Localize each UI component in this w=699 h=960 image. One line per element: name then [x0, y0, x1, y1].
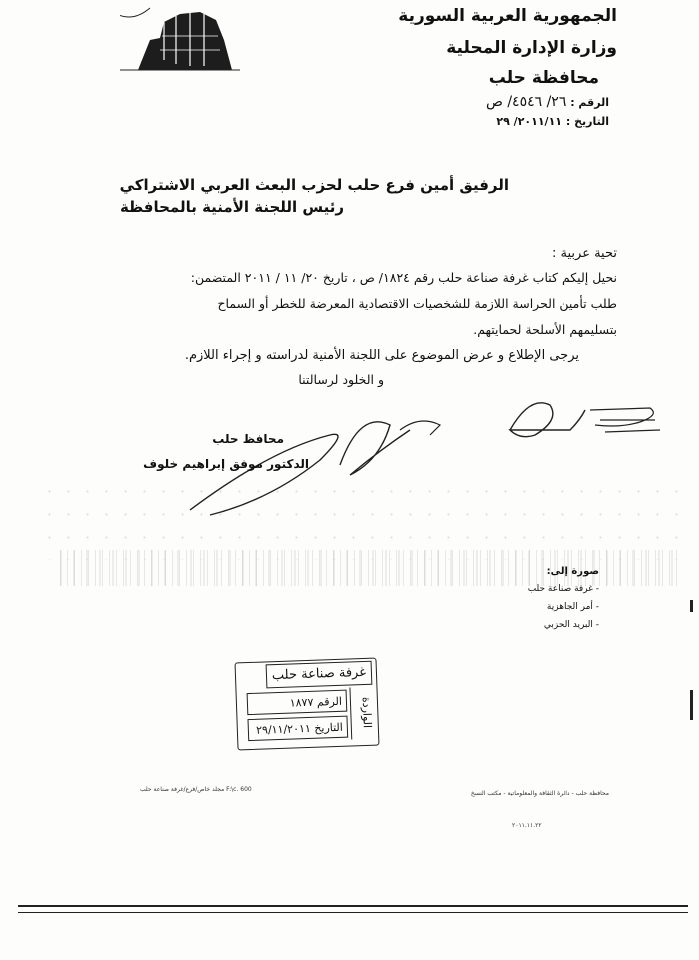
cc-heading: صورة إلى: — [546, 566, 599, 577]
signature-title: محافظ حلب — [212, 432, 284, 446]
body-line-2: طلب تأمين الحراسة اللازمة للشخصيات الاقتصادية المعرضة للخطر أو السماح — [217, 296, 617, 311]
cc-item: - البريد الحزبي — [543, 620, 599, 630]
incoming-stamp — [235, 658, 380, 751]
header-country: الجمهورية العربية السورية — [398, 6, 617, 26]
stamp-number: الرقم ١٨٧٧ — [247, 690, 348, 715]
footer-file-path: F:\c. 600 مجلد خاص/فرع/غرفة صناعة حلب — [140, 786, 252, 793]
stamp-date: التاريخ ٢٩/١١/٢٠١١ — [247, 716, 348, 741]
scan-edge-mark — [690, 690, 693, 720]
scan-noise-dots — [40, 480, 680, 560]
body-line-4: يرجى الإطلاع و عرض الموضوع على اللجنة الأمنية لدراسته و إجراء اللازم. — [184, 348, 579, 363]
number-value: ٢٦/ ٤٥٤٦/ ص — [485, 94, 567, 110]
body-line-1: نحيل إليكم كتاب غرفة صناعة حلب رقم ١٨٢٤/ ص ، تاريخ ٢٠/ ١١ / ٢٠١١ المتضمن: — [190, 270, 617, 285]
footer-code: ٢٠١١.١١.٢٢ — [512, 822, 542, 829]
cc-item: - أمر الجاهزية — [546, 602, 599, 612]
greeting: تحية عربية : — [552, 246, 617, 261]
header-date — [496, 115, 609, 128]
closing: و الخلود لرسالتنا — [298, 372, 384, 387]
citadel-logo — [120, 0, 240, 72]
number-label: الرقم : — [570, 96, 609, 109]
header-ministry: وزارة الإدارة المحلية — [446, 38, 617, 58]
header-governorate: محافظة حلب — [488, 68, 599, 88]
footer-office: محافظة حلب - دائرة الثقافة والمعلوماتية - مكتب النسخ — [470, 790, 609, 797]
scan-edge-line — [18, 905, 688, 907]
stamp-side-label: الواردة — [349, 687, 374, 740]
scan-edge-mark — [690, 600, 693, 612]
date-value: ٢٠١١/١١/ ٢٩ — [496, 115, 563, 128]
body-line-3: بتسليمهم الأسلحة لحمايتهم. — [473, 322, 617, 337]
header-number — [486, 94, 609, 110]
signature-name: الدكتور موفق إبراهيم خلوف — [143, 457, 309, 471]
stamp-title: غرفة صناعة حلب — [266, 661, 373, 689]
addressee-line1: الرفيق أمين فرع حلب لحزب البعث العربي الاشتراكي — [119, 176, 509, 194]
scan-edge-line — [18, 912, 688, 913]
addressee-line2: رئيس اللجنة الأمنية بالمحافظة — [119, 198, 344, 216]
cc-item: - غرفة صناعة حلب — [527, 584, 599, 594]
date-label: التاريخ : — [565, 115, 609, 128]
